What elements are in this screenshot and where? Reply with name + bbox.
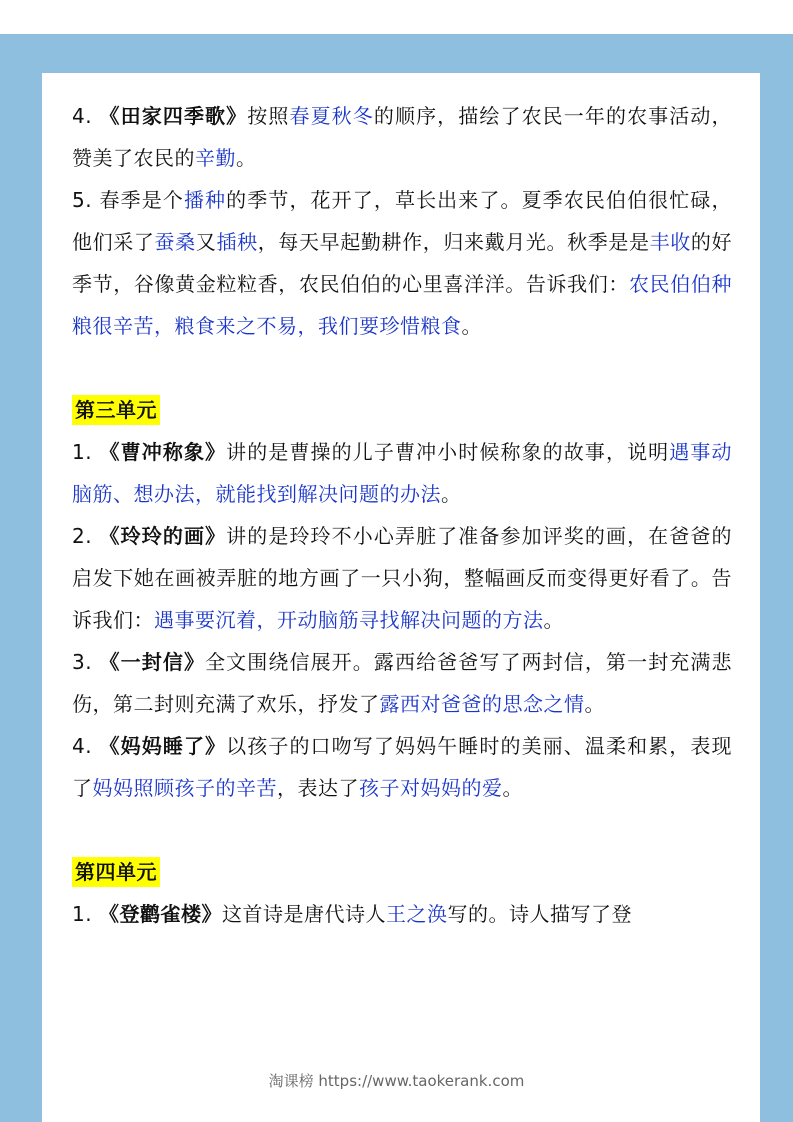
body-text: 又	[195, 230, 217, 254]
body-text: 的季节，花开了，草长出来了。夏季农民伯伯很忙碌，他们采了	[72, 188, 732, 254]
body-text: 按照	[247, 104, 290, 128]
body-text: 讲的是玲玲不小心弄脏了准备参加评奖的画，在爸爸的启发下她在画被弄脏的地方画了一只小狗，整幅画反而变得更好看了。告诉我们：	[72, 524, 732, 632]
section-heading-row	[72, 851, 732, 893]
lesson-title: 《田家四季歌》	[99, 104, 248, 128]
lesson-title: 《曹冲称象》	[99, 440, 227, 464]
body-text: 春季是个	[99, 188, 184, 212]
list-item	[72, 641, 732, 725]
body-text: 这首诗是唐代诗人	[221, 902, 386, 926]
document-body	[72, 95, 732, 935]
list-item	[72, 515, 732, 641]
body-text: 。	[236, 146, 257, 170]
item-number: 3.	[72, 650, 100, 674]
section-spacer	[72, 809, 732, 851]
footer-watermark: 淘课榜 https://www.taokerank.com	[268, 1072, 525, 1090]
body-text: 。	[461, 314, 482, 338]
key-point-text: 孩子对妈妈的爱	[359, 776, 503, 800]
key-point-text: 丰收	[649, 230, 691, 254]
list-item	[72, 725, 732, 809]
body-text: 。	[543, 608, 564, 632]
key-point-text: 妈妈照顾孩子的辛苦	[92, 776, 277, 800]
item-number: 2.	[72, 524, 100, 548]
body-text: 。	[502, 776, 523, 800]
list-item	[72, 431, 732, 515]
section-heading-row	[72, 389, 732, 431]
body-text: 。	[441, 482, 462, 506]
key-point-text: 插秧	[216, 230, 258, 254]
item-number: 1.	[72, 440, 100, 464]
lesson-title: 《玲玲的画》	[99, 524, 227, 548]
key-point-text: 辛勤	[195, 146, 236, 170]
key-point-text: 王之涣	[385, 902, 448, 926]
list-item	[72, 893, 732, 935]
item-number: 4.	[72, 734, 100, 758]
lesson-title: 《登鹳雀楼》	[98, 902, 222, 926]
body-text: 以孩子的口吻写了妈妈午睡时的美丽、温柔和累，表现了	[72, 734, 732, 800]
lesson-title: 《妈妈睡了》	[99, 734, 227, 758]
section-heading: 第三单元	[72, 395, 160, 425]
key-point-text: 露西对爸爸的思念之情	[379, 692, 585, 716]
section-heading: 第四单元	[72, 857, 160, 887]
key-point-text: 播种	[183, 188, 227, 212]
body-text: 。	[584, 692, 605, 716]
body-text: 全文围绕信展开。露西给爸爸写了两封信，第一封充满悲伤，第二封则充满了欢乐，抒发了	[72, 650, 732, 716]
key-point-text: 春夏秋冬	[289, 104, 374, 128]
body-text: 写的。诗人描写了登	[447, 902, 632, 926]
key-point-text: 农民伯伯种粮很辛苦，粮食来之不易，我们要珍惜粮食	[72, 272, 733, 338]
item-number: 5.	[72, 188, 100, 212]
body-text: 的好季节，谷像黄金粒粒香，农民伯伯的心里喜洋洋。告诉我们：	[72, 230, 733, 296]
body-text: ，每天早起勤耕作，归来戴月光。秋季是是	[257, 230, 650, 254]
body-text: 讲的是曹操的儿子曹冲小时候称象的故事，说明	[226, 440, 670, 464]
body-text: ，表达了	[277, 776, 359, 800]
list-item	[72, 95, 732, 179]
item-number: 1.	[72, 902, 99, 926]
key-point-text: 蚕桑	[154, 230, 196, 254]
key-point-text: 遇事要沉着，开动脑筋寻找解决问题的方法	[154, 608, 544, 632]
item-number: 4.	[72, 104, 100, 128]
section-spacer	[72, 347, 732, 389]
list-item	[72, 179, 732, 347]
body-text: 的顺序，描绘了农民一年的农事活动，赞美了农民的	[72, 104, 732, 170]
key-point-text: 遇事动脑筋、想办法，就能找到解决问题的办法	[72, 440, 732, 506]
lesson-title: 《一封信》	[99, 650, 206, 674]
